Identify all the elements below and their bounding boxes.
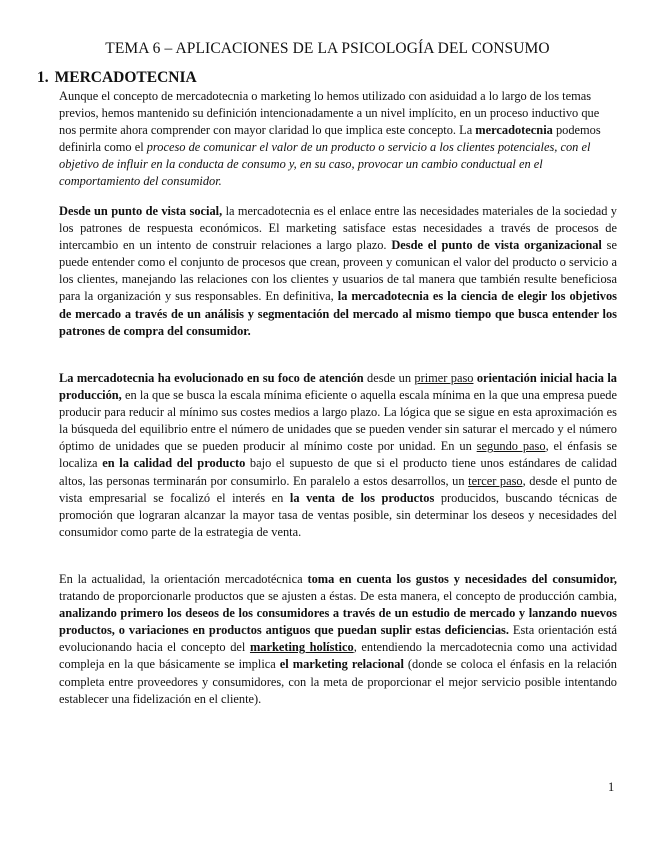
bold-term: mercadotecnia xyxy=(475,123,553,138)
text-run: Esta orientación está evolucionando hacia el concepto del xyxy=(59,623,618,655)
bold-phrase: en la calidad del producto xyxy=(102,456,246,471)
section-title: MERCADOTECNIA xyxy=(54,69,197,86)
text-run: , entendiendo la mercadotecnia como una actividad compleja en la que básicamente se implica xyxy=(59,640,618,672)
page-number: 1 xyxy=(608,780,615,794)
bold-phrase: orientación inicial hacia la producción, xyxy=(59,371,617,403)
text-run: , el énfasis se localiza xyxy=(59,439,618,471)
text-run: tratando de proporcionarle productos que se ajusten a éstas. De esta manera, el concepto de producción cambia, xyxy=(59,589,617,604)
paragraph-viewpoints xyxy=(59,203,617,340)
bold-phrase: la mercadotecnia es la ciencia de elegir los objetivos de mercado a través de un análisis y segmentación del mercado al mismo tiempo que busca entender los patrones de compra del consumidor. xyxy=(59,289,617,338)
paragraph-current-orientation xyxy=(59,571,617,708)
italic-definition: proceso de comunicar el valor de un producto o servicio a los clientes potenciales, con el objetivo de influir en la conducta de consumo y, en su caso, provocar un cambio conductual en el comportamiento del consumidor. xyxy=(59,140,591,189)
text-run: podemos definirla como el xyxy=(59,123,601,155)
section-heading xyxy=(37,69,197,87)
text-run: producidos, buscando técnicas de promoción que lograran alcanzar la mayor tasa de ventas posible, sin determinar los deseos y necesidades del consumidor como parte de la estrategia de venta. xyxy=(59,490,618,539)
text-run: (donde se coloca el énfasis en la relación completa entre proveedores y consumidores, con la meta de proporcionar el mejor servicio posible intentando establecer una fidelización en el cliente). xyxy=(59,657,617,706)
document-title: TEMA 6 – APLICACIONES DE LA PSICOLOGÍA DEL CONSUMO xyxy=(105,40,550,57)
underlined-phrase: tercer paso xyxy=(468,473,523,488)
text-run: bajo el supuesto de que si el producto tiene unos estándares de calidad altos, las personas terminarán por consumirlo. En paralelo a estos desarrollos, un xyxy=(59,456,617,488)
paragraph-evolution xyxy=(59,370,617,541)
underlined-phrase: primer paso xyxy=(414,371,474,385)
text-run: En la actualidad, la orientación mercadotécnica xyxy=(59,572,308,586)
text-run: desde un xyxy=(363,371,415,385)
bold-phrase: La mercadotecnia ha evolucionado en su foco de atención xyxy=(59,371,364,385)
text-run: la mercadotecnia es el enlace entre las necesidades materiales de la sociedad y los patrones de respuesta económicos. El marketing satisface estas necesidades a través de procesos de intercambio en un intento de construir relaciones a largo plazo. xyxy=(59,204,617,253)
bold-phrase: toma en cuenta los gustos y necesidades del consumidor, xyxy=(307,572,617,586)
bold-phrase: Desde un punto de vista social, xyxy=(59,204,223,218)
text-run: Aunque el concepto de mercadotecnia o marketing lo hemos utilizado con asiduidad a lo largo de los temas previos, hemos mantenido su definición intencionadamente a un nivel implícito, en un proceso inductivo que nos permite ahora comprender con mayor claridad lo que implica este concepto. La xyxy=(59,89,600,138)
paragraph-definition xyxy=(59,88,617,191)
bold-phrase: analizando primero los deseos de los consumidores a través de un estudio de mercado y lanzando nuevos productos, o variaciones en productos antiguos que puedan suplir estas deficiencias. xyxy=(59,606,617,638)
text-run: se puede entender como el conjunto de procesos que crean, proveen y comunican el valor del producto o servicio a los clientes, manejando las relaciones con los clientes y usuarios de tal manera que también resulte beneficiosa para la organización y sus responsables. En definitiva, xyxy=(59,238,617,304)
text-run: en la que se busca la escala mínima eficiente o aquella escala mínima en la que una empresa puede producir para reducir al mínimo sus costes medios a largo plazo. La lógica que se sigue en esta aproximación es la búsqueda del equilibrio entre el número de unidades que se pueden vender sin saturar el mercado y el número óptimo de unidades que se pueden producir al mínimo coste por unidad. En un xyxy=(59,388,617,454)
bold-phrase: Desde el punto de vista organizacional xyxy=(391,238,602,253)
bold-phrase: el marketing relacional xyxy=(279,657,404,672)
bold-phrase: la venta de los productos xyxy=(289,490,435,505)
text-run: , desde el punto de vista empresarial se focalizó el interés en xyxy=(59,473,617,505)
section-number: 1. xyxy=(37,69,49,86)
bold-underlined-phrase: marketing holístico xyxy=(249,640,354,655)
underlined-phrase: segundo paso xyxy=(476,439,546,454)
